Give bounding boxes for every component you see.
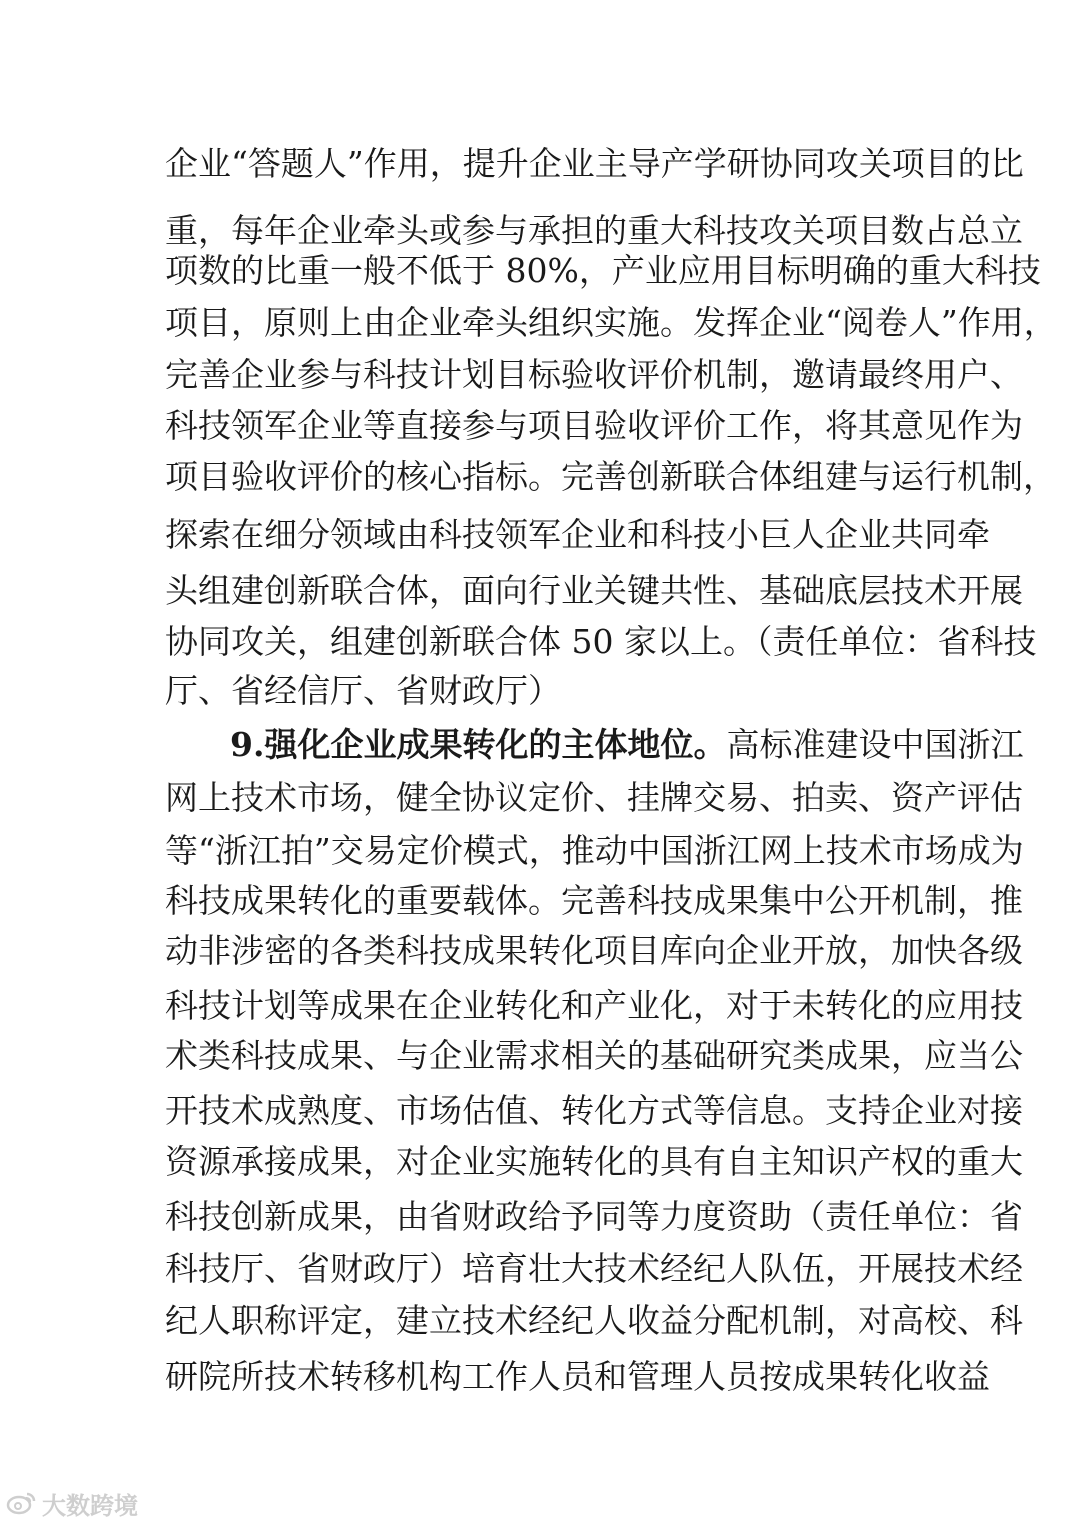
paragraph-line: 开技术成熟度、市场估值、转化方式等信息。支持企业对接 bbox=[165, 1091, 1023, 1130]
paragraph-line: 等“浙江拍”交易定价模式，推动中国浙江网上技术市场成为 bbox=[165, 831, 1024, 870]
paragraph-line: 企业“答题人”作用，提升企业主导产学研协同攻关项目的比 bbox=[165, 144, 1024, 183]
weibo-logo-icon bbox=[6, 1491, 36, 1515]
paragraph-line: 完善企业参与科技计划目标验收评价机制，邀请最终用户、 bbox=[165, 355, 1023, 394]
paragraph-line: 头组建创新联合体，面向行业关键共性、基础底层技术开展 bbox=[165, 571, 1023, 610]
paragraph-line: 厅、省经信厅、省财政厅） bbox=[165, 671, 561, 710]
paragraph-line: 科技成果转化的重要载体。完善科技成果集中公开机制，推 bbox=[165, 881, 1023, 920]
section-9-heading: 9.强化企业成果转化的主体地位。 bbox=[230, 725, 727, 764]
paragraph-line: 科技计划等成果在企业转化和产业化，对于未转化的应用技 bbox=[165, 986, 1023, 1025]
paragraph-line: 科技领军企业等直接参与项目验收评价工作，将其意见作为 bbox=[165, 406, 1023, 445]
paragraph-line: 网上技术市场，健全协议定价、挂牌交易、拍卖、资产评估 bbox=[165, 778, 1023, 817]
paragraph-line: 资源承接成果，对企业实施转化的具有自主知识产权的重大 bbox=[165, 1142, 1023, 1181]
paragraph-line: 研院所技术转移机构工作人员和管理人员按成果转化收益 bbox=[165, 1357, 990, 1396]
paragraph-line: 项目验收评价的核心指标。完善创新联合体组建与运行机制， bbox=[165, 457, 1056, 496]
paragraph-line: 术类科技成果、与企业需求相关的基础研究类成果，应当公 bbox=[165, 1036, 1023, 1075]
watermark-text: 大数跨境 bbox=[42, 1491, 138, 1520]
paragraph-line: 纪人职称评定，建立技术经纪人收益分配机制，对高校、科 bbox=[165, 1301, 1023, 1340]
paragraph-line: 科技创新成果，由省财政给予同等力度资助（责任单位：省 bbox=[165, 1197, 1023, 1236]
paragraph-line: 项目，原则上由企业牵头组织实施。发挥企业“阅卷人”作用， bbox=[165, 303, 1057, 342]
paragraph-line: 项数的比重一般不低于 80%，产业应用目标明确的重大科技 bbox=[165, 251, 1041, 290]
section-9-first-line-text: 高标准建设中国浙江 bbox=[726, 725, 1024, 764]
watermark bbox=[6, 1488, 138, 1518]
paragraph-line: 动非涉密的各类科技成果转化项目库向企业开放，加快各级 bbox=[165, 931, 1023, 970]
paragraph-line: 探索在细分领域由科技领军企业和科技小巨人企业共同牵 bbox=[165, 515, 990, 554]
section-9-first-line bbox=[230, 720, 1024, 770]
paragraph-line: 重，每年企业牵头或参与承担的重大科技攻关项目数占总立 bbox=[165, 211, 1023, 250]
paragraph-line: 科技厅、省财政厅）培育壮大技术经纪人队伍，开展技术经 bbox=[165, 1249, 1023, 1288]
paragraph-line: 协同攻关，组建创新联合体 50 家以上。（责任单位：省科技 bbox=[165, 622, 1037, 661]
